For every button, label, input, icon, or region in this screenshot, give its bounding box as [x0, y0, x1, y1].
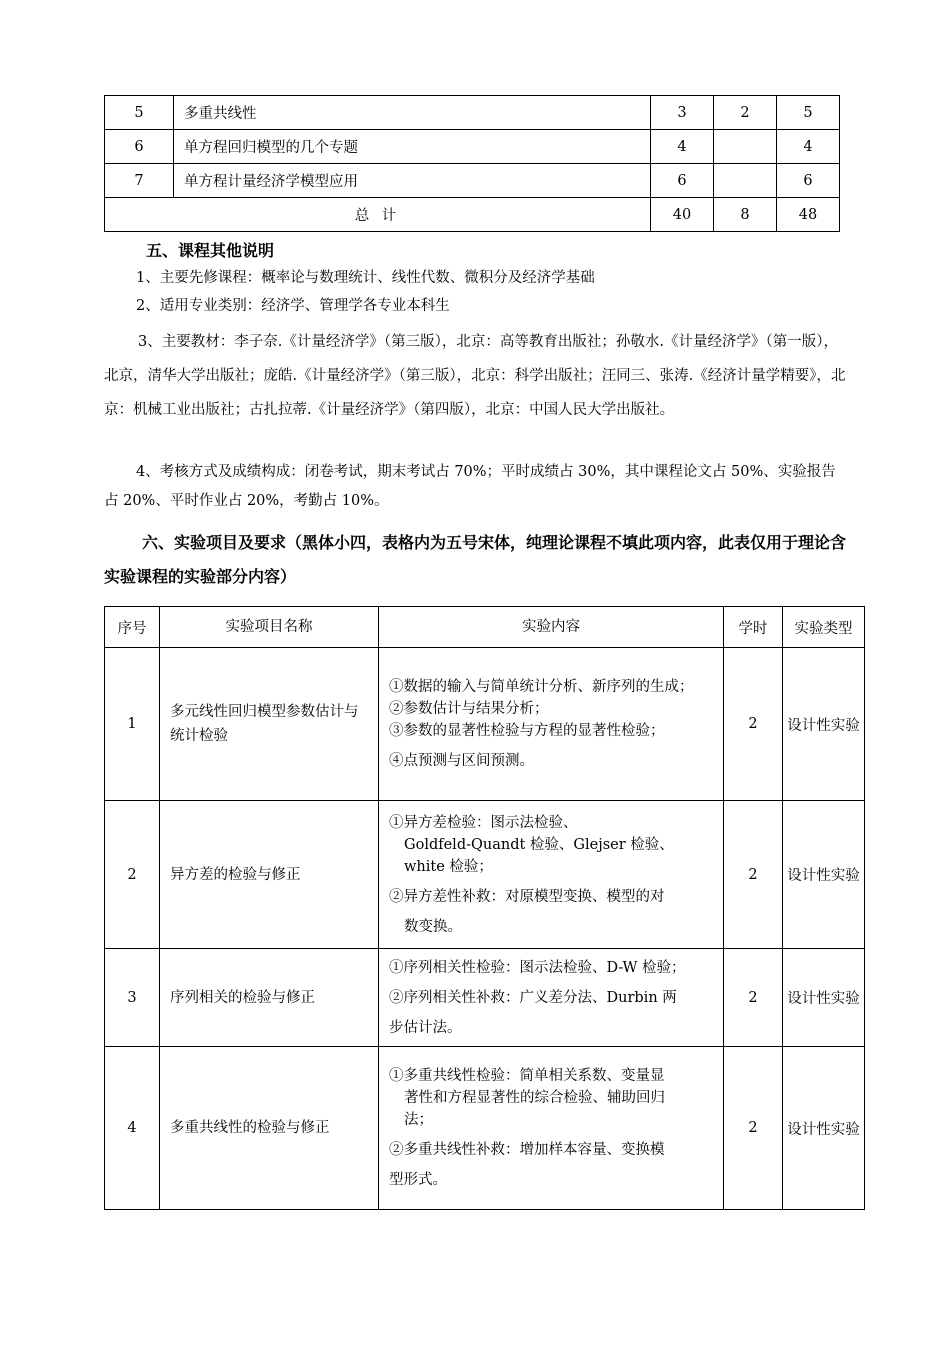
schedule-table [104, 95, 840, 232]
total-label: 总 计 [105, 198, 651, 232]
total-all-hours: 48 [777, 198, 840, 232]
experiment-hours: 2 [724, 1047, 783, 1210]
table-row [105, 130, 840, 164]
experiment-number: 2 [105, 801, 160, 949]
experiment-number: 1 [105, 648, 160, 801]
section-5-heading: 五、课程其他说明 [146, 241, 275, 260]
row-number: 7 [105, 164, 174, 198]
chapter-name: 单方程回归模型的几个专题 [174, 130, 651, 164]
lab-hours [714, 164, 777, 198]
header-type: 实验类型 [783, 607, 865, 648]
total-hours: 4 [777, 130, 840, 164]
chapter-name: 单方程计量经济学模型应用 [174, 164, 651, 198]
table-header-row [105, 607, 865, 648]
section-6-heading: 六、实验项目及要求（黑体小四，表格内为五号宋体，纯理论课程不填此项内容，此表仅用于理论含实验课程的实验部分内容） [104, 533, 847, 586]
header-hours: 学时 [724, 607, 783, 648]
lecture-hours: 4 [651, 130, 714, 164]
lab-hours [714, 130, 777, 164]
paragraph-prerequisites: 1、主要先修课程：概率论与数理统计、线性代数、微积分及经济学基础 [136, 270, 595, 286]
paragraph-textbooks: 3、主要教材：李子奈.《计量经济学》（第三版），北京：高等教育出版社；孙敬水.《计量经济学》（第一版），北京，清华大学出版社；庞皓.《计量经济学》（第三版），北京：科学出版社；汪同三、张涛.《经济计量学精要》，北京：机械工业出版社；古扎拉蒂.《计量经济学》（第四版），北京：中国人民大学出版社。 [104, 334, 846, 418]
experiment-type: 设计性实验 [783, 949, 865, 1047]
total-lab-hours: 8 [714, 198, 777, 232]
experiment-number: 4 [105, 1047, 160, 1210]
table-row [105, 1047, 865, 1210]
experiment-name: 多元线性回归模型参数估计与统计检验 [160, 648, 379, 801]
lab-hours: 2 [714, 96, 777, 130]
experiment-type: 设计性实验 [783, 648, 865, 801]
chapter-name: 多重共线性 [174, 96, 651, 130]
table-row [105, 801, 865, 949]
experiment-number: 3 [105, 949, 160, 1047]
total-lecture-hours: 40 [651, 198, 714, 232]
table-row [105, 648, 865, 801]
header-content: 实验内容 [379, 607, 724, 648]
experiment-name: 异方差的检验与修正 [160, 801, 379, 949]
total-hours: 5 [777, 96, 840, 130]
experiment-content: ①异方差检验：图示法检验、 Goldfeld-Quandt 检验、Glejser 检验、 white 检验； ②异方差性补救：对原模型变换、模型的对 数变换。 [379, 801, 724, 949]
experiments-table [104, 606, 865, 1210]
experiment-hours: 2 [724, 801, 783, 949]
experiment-content: ①数据的输入与简单统计分析、新序列的生成； ②参数估计与结果分析； ③参数的显著性检验与方程的显著性检验； ④点预测与区间预测。 [379, 648, 724, 801]
experiment-name: 多重共线性的检验与修正 [160, 1047, 379, 1210]
total-hours: 6 [777, 164, 840, 198]
header-number: 序号 [105, 607, 160, 648]
table-row [105, 164, 840, 198]
total-row [105, 198, 840, 232]
row-number: 6 [105, 130, 174, 164]
experiment-type: 设计性实验 [783, 1047, 865, 1210]
experiment-content: ①多重共线性检验：简单相关系数、变量显 著性和方程显著性的综合检验、辅助回归 法； ②多重共线性补救：增加样本容量、变换模 型形式。 [379, 1047, 724, 1210]
experiment-name: 序列相关的检验与修正 [160, 949, 379, 1047]
paragraph-assessment: 4、考核方式及成绩构成：闭卷考试，期末考试占 70%；平时成绩占 30%，其中课程论文占 50%、实验报告占 20%、平时作业占 20%，考勤占 10%。 [104, 464, 836, 509]
lecture-hours: 3 [651, 96, 714, 130]
table-row [105, 949, 865, 1047]
table-row [105, 96, 840, 130]
experiment-hours: 2 [724, 648, 783, 801]
experiment-type: 设计性实验 [783, 801, 865, 949]
paragraph-majors: 2、适用专业类别：经济学、管理学各专业本科生 [136, 298, 450, 314]
row-number: 5 [105, 96, 174, 130]
experiment-content: ①序列相关性检验：图示法检验、D-W 检验； ②序列相关性补救：广义差分法、Durbin 两 步估计法。 [379, 949, 724, 1047]
header-project-name: 实验项目名称 [160, 607, 379, 648]
experiment-hours: 2 [724, 949, 783, 1047]
lecture-hours: 6 [651, 164, 714, 198]
